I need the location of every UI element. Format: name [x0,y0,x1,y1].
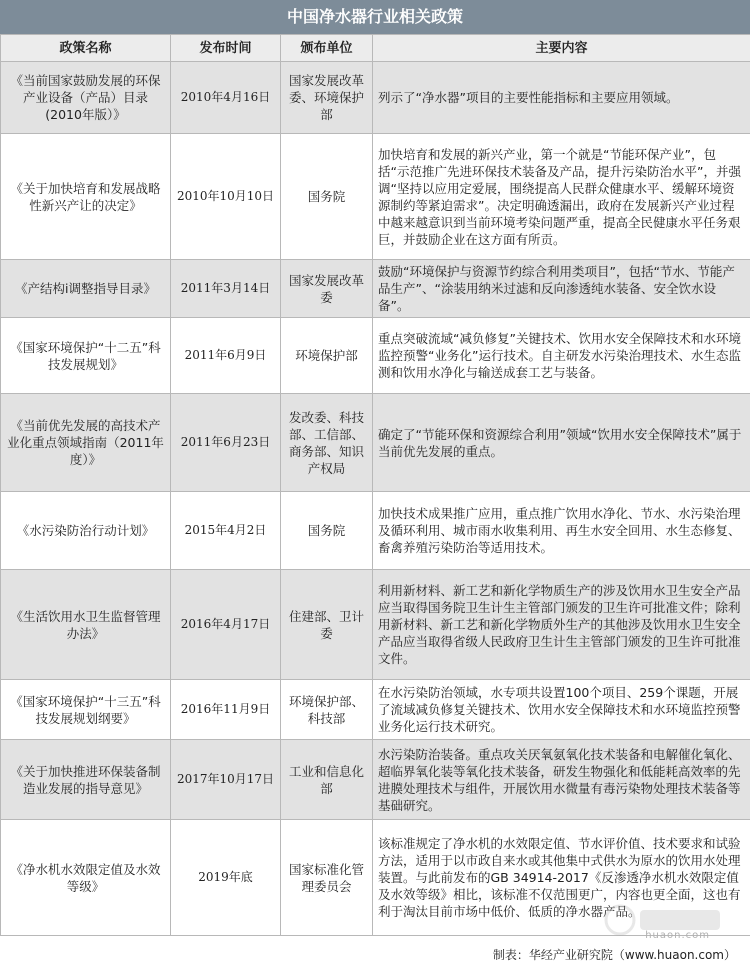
header-release-date: 发布时间 [171,35,281,62]
main-content: 加快技术成果推广应用，重点推广饮用水净化、节水、水污染治理及循环利用、城市雨水收集利用、再生水安全回用、水生态修复、畜禽养殖污染防治等适用技术。 [373,492,750,570]
issuing-unit: 国务院 [281,492,373,570]
main-content: 鼓励“环境保护与资源节约综合利用类项目”，包括“节水、节能产品生产”、“涂装用纳米过滤和反向渗透纯水装备、安全饮水设备”。 [373,260,750,318]
source-note: 制表：华经产业研究院（www.huaon.com） [492,948,736,962]
policy-name: 《产结构i调整指导目录》 [1,260,171,318]
release-date: 2011年3月14日 [171,260,281,318]
issuing-unit: 环境保护部、科技部 [281,680,373,740]
table-header-row [1,35,750,62]
issuing-unit: 国家发展改革委、环境保护部 [281,62,373,134]
table-row [1,260,750,318]
release-date: 2019年底 [171,820,281,936]
header-policy-name: 政策名称 [1,35,171,62]
main-content: 重点突破流域“减负修复”关键技术、饮用水安全保障技术和水环境监控预警“业务化”运行技术。自主研发水污染治理技术、水生态监测和饮用水净化与输送成套工艺与装备。 [373,318,750,394]
header-main-content: 主要内容 [373,35,750,62]
table-row [1,680,750,740]
policy-name: 《国家环境保护“十二五”科技发展规划》 [1,318,171,394]
policy-name: 《关于加快培育和发展战略性新兴产让的决定》 [1,134,171,260]
watermark-text: huaon.com [645,930,710,941]
policy-name: 《净水机水效限定值及水效等级》 [1,820,171,936]
policy-name: 《当前优先发展的高技术产业化重点领域指南（2011年度）》 [1,394,171,492]
release-date: 2017年10月17日 [171,740,281,820]
issuing-unit: 住建部、卫计委 [281,570,373,680]
table-title: 中国净水器行业相关政策 [0,0,750,34]
release-date: 2015年4月2日 [171,492,281,570]
table-row [1,134,750,260]
issuing-unit: 工业和信息化部 [281,740,373,820]
main-content: 水污染防治装备。重点攻关厌氧氨氧化技术装备和电解催化氧化、超临界氧化装等氧化技术装备，研发生物强化和低能耗高效率的先进膜处理技术与组件，开展饮用水微量有毒污染物处理技术装备等基础研究。 [373,740,750,820]
release-date: 2010年10月10日 [171,134,281,260]
issuing-unit: 国务院 [281,134,373,260]
header-issuing-unit: 颁布单位 [281,35,373,62]
policy-name: 《水污染防治行动计划》 [1,492,171,570]
release-date: 2010年4月16日 [171,62,281,134]
policy-name: 《关于加快推进环保装备制造业发展的指导意见》 [1,740,171,820]
main-content: 确定了“节能环保和资源综合利用”领域“饮用水安全保障技术”属于当前优先发展的重点。 [373,394,750,492]
release-date: 2011年6月23日 [171,394,281,492]
issuing-unit: 国家标准化管理委员会 [281,820,373,936]
main-content: 在水污染防治领域，水专项共设置100个项目、259个课题，开展了流域减负修复关键技术、饮用水安全保障技术和水环境监控预警业务化运行技术研究。 [373,680,750,740]
main-content: 利用新材料、新工艺和新化学物质生产的涉及饮用水卫生安全产品应当取得国务院卫生计生主管部门颁发的卫生许可批准文件；除利用新材料、新工艺和新化学物质外生产的其他涉及饮用水卫生安全产品应当取得省级人民政府卫生计生主管部门颁发的卫生许可批准文件。 [373,570,750,680]
table-row [1,394,750,492]
main-content: 加快培育和发展的新兴产业，第一个就是“节能环保产业”，包括“示范推广先进环保技术装备及产品，提升污染防治水平”，并强调“坚持以应用定爱展，围绕提高人民群众健康水平、缓解环境资源制约等紧迫需求”。决定明确透漏出，政府在发展新兴产业过程中越来越意识到当前环境考染问题严重，提高全民健康水平任务艰巨，并鼓励企业在这方面有所贡。 [373,134,750,260]
policy-name: 《国家环境保护“十三五”科技发展规划纲要》 [1,680,171,740]
policy-name: 《当前国家鼓励发展的环保产业设备（产品）目录(2010年版）》 [1,62,171,134]
table-row [1,740,750,820]
table-row [1,492,750,570]
issuing-unit: 发改委、科技部、工信部、商务部、知识产权局 [281,394,373,492]
policy-table [0,34,750,936]
table-row [1,570,750,680]
release-date: 2011年6月9日 [171,318,281,394]
release-date: 2016年4月17日 [171,570,281,680]
issuing-unit: 环境保护部 [281,318,373,394]
main-content: 列示了“净水器”项目的主要性能指标和主要应用领域。 [373,62,750,134]
table-row [1,62,750,134]
table-row [1,318,750,394]
issuing-unit: 国家发展改革委 [281,260,373,318]
release-date: 2016年11月9日 [171,680,281,740]
policy-name: 《生活饮用水卫生监督管理办法》 [1,570,171,680]
main-content: 该标准规定了净水机的水效限定值、节水评价值、技术要求和试验方法，适用于以市政自来水或其他集中式供水为原水的饮用水处理装置。与此前发布的GB 34914-2017《反渗透净水机水效限定值及水效等级》相比，该标准不仅范围更广，内容也更全面，这也有利于淘汰目前市场中低价、低质的净水器产品。 [373,820,750,936]
